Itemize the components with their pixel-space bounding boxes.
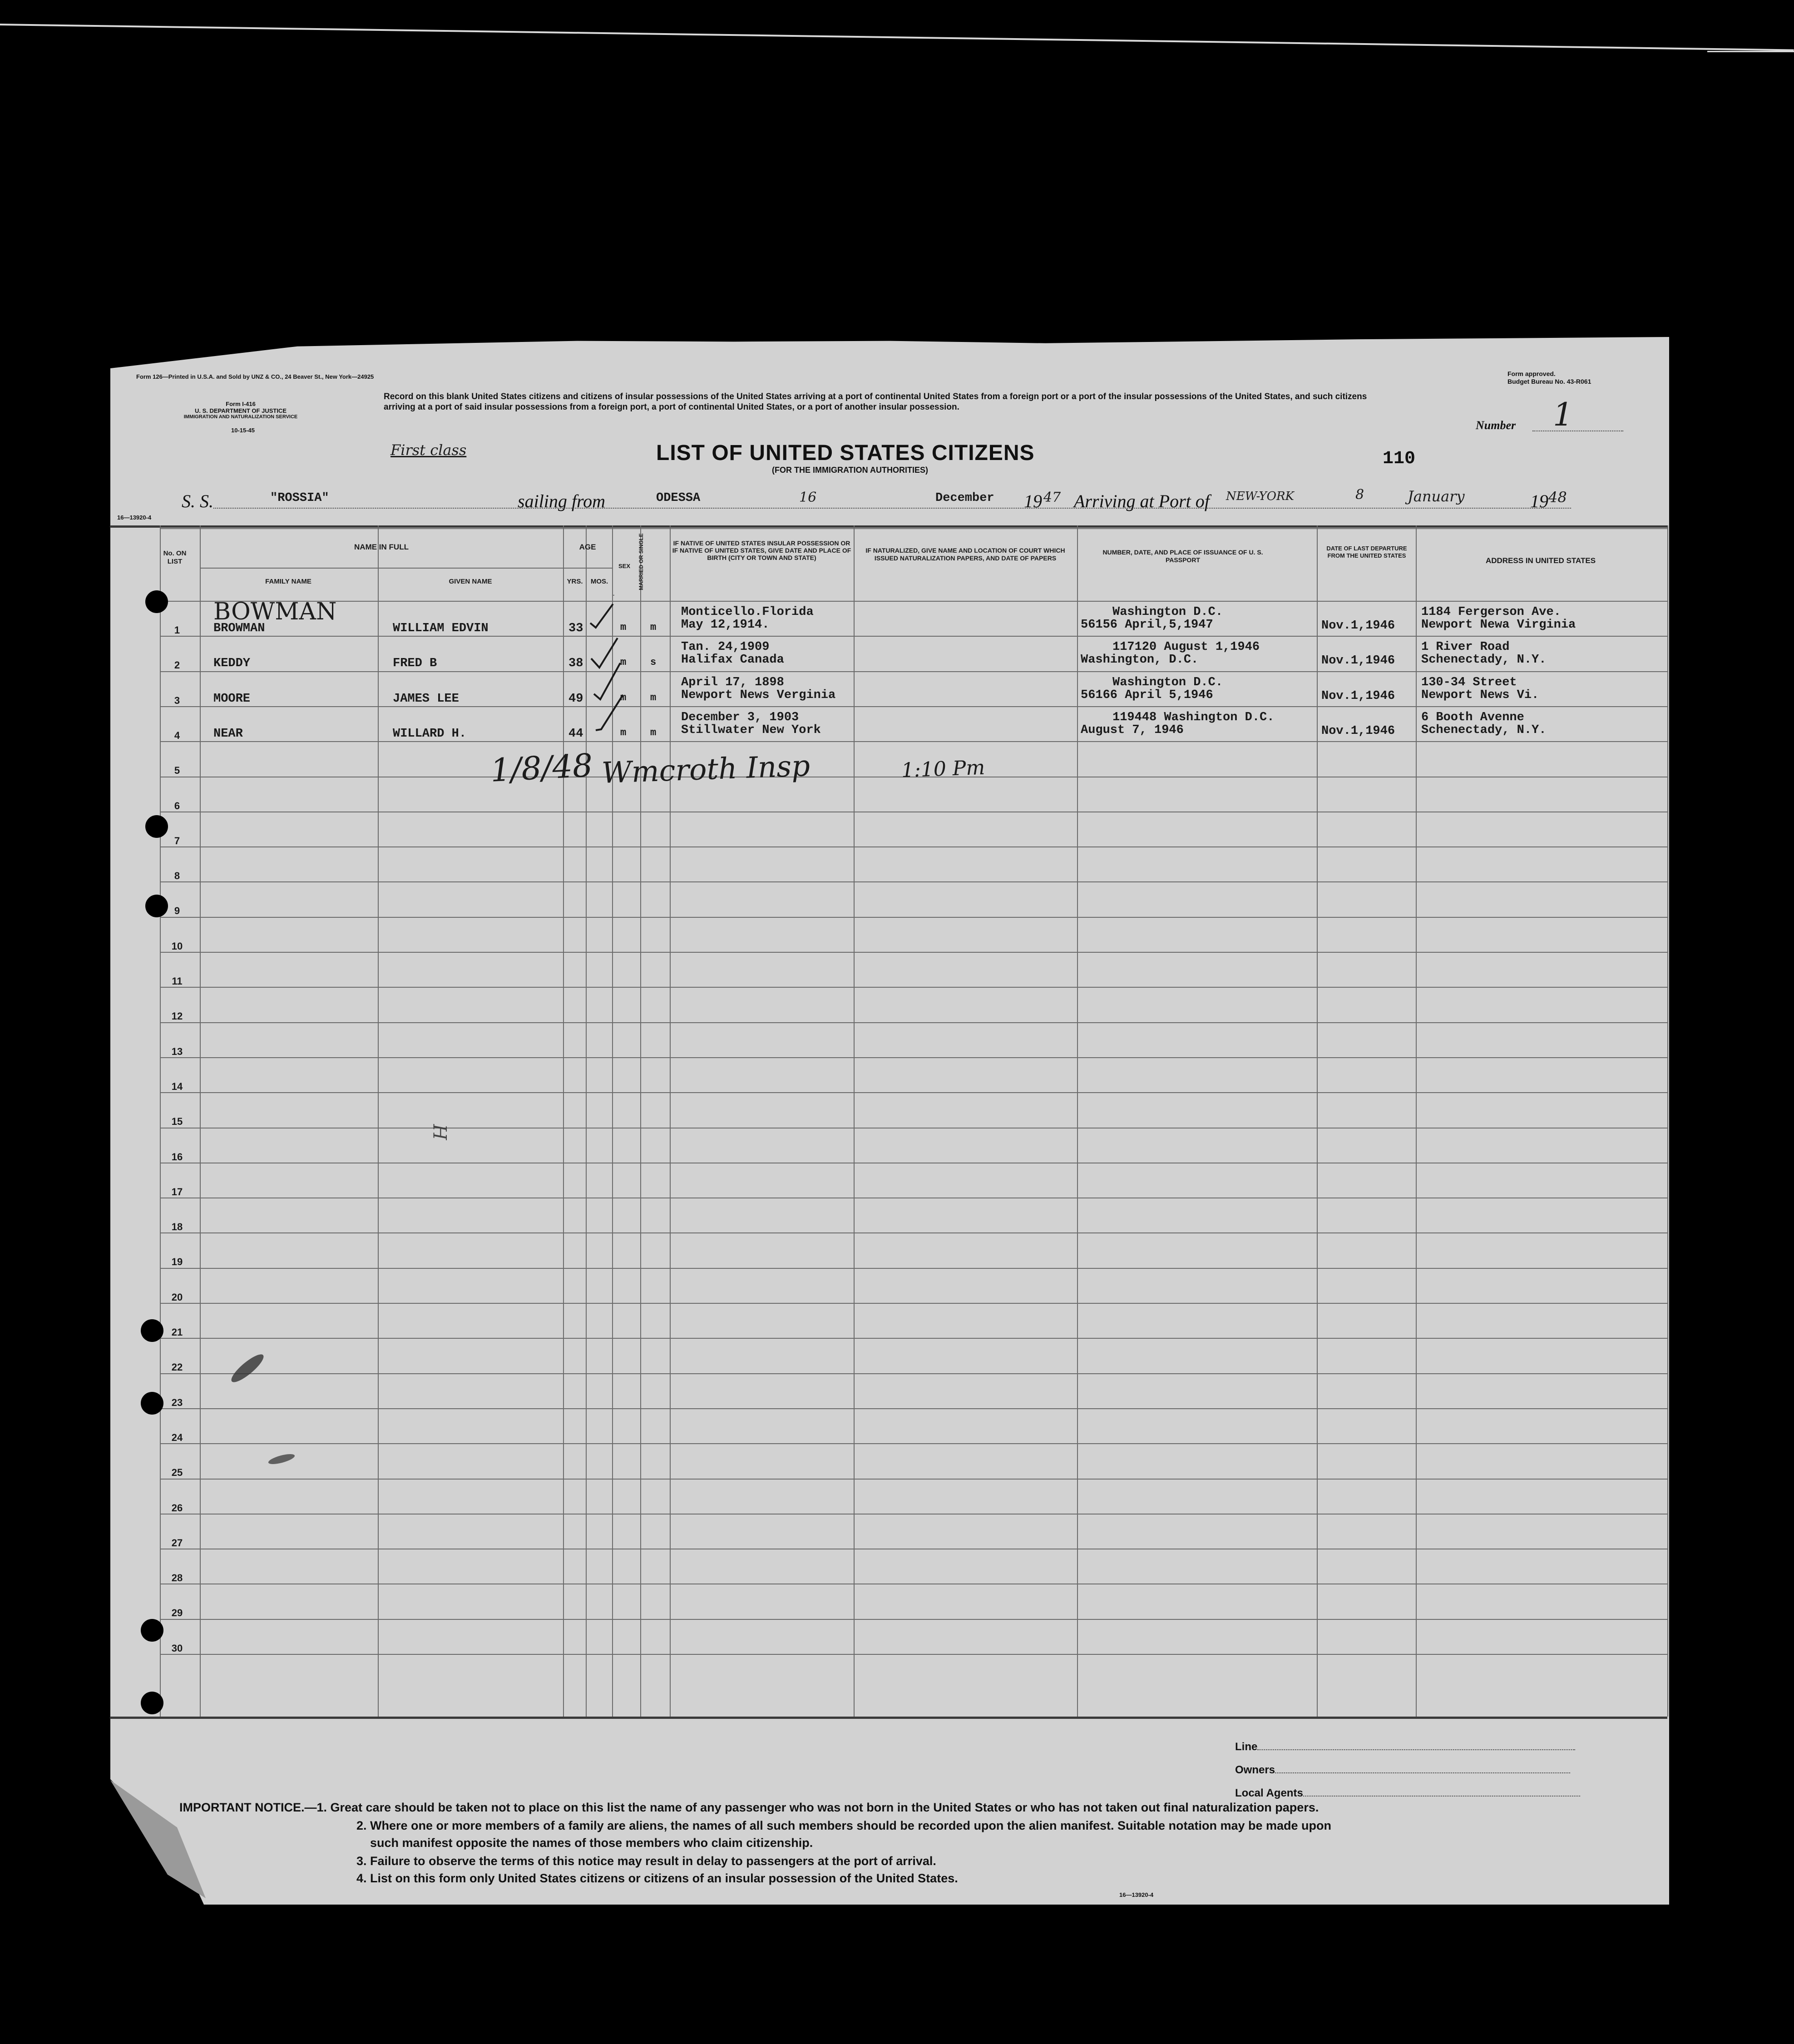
service-name: IMMIGRATION AND NATURALIZATION SERVICE [183,414,298,420]
page-subtitle: (FOR THE IMMIGRATION AUTHORITIES) [772,465,928,475]
line-label [1235,1740,1575,1753]
line-label-text: Line [1235,1741,1258,1753]
column-divider [378,525,379,1717]
header-birth: IF NATIVE OF UNITED STATES INSULAR POSSESSION OR IF NATIVE OF UNITED STATES, GIVE DATE AND PLACE OF BIRTH (CITY OR TOWN AND STATE) [672,539,851,561]
row-line [160,1408,1667,1409]
birth-line-1: April 17, 1898 [681,676,784,689]
row-line [160,1654,1667,1655]
given-name: JAMES LEE [393,692,459,706]
checkmark-row-3 [594,663,620,699]
department-name: U. S. DEPARTMENT OF JUSTICE [195,407,287,414]
voyage-underline [213,508,1571,509]
punch-hole [141,1392,163,1415]
row-number: 18 [171,1221,183,1232]
departure-port: ODESSA [656,491,701,505]
birth-line-1: December 3, 1903 [681,711,799,724]
row-number: 6 [174,800,180,812]
last-departure-date: Nov.1,1946 [1321,689,1395,703]
passport-line-1: 117120 August 1,1946 [1112,640,1260,654]
family-name: NEAR [213,727,243,741]
column-divider [160,525,161,1717]
birth-line-1: Monticello.Florida [681,605,814,619]
footer-code: 16—13920-4 [1119,1891,1154,1898]
scan-edge-line-right [1707,51,1794,52]
row-line [160,987,1667,988]
punch-hole [145,815,168,838]
table-top-inner [160,528,1667,529]
header-sex: SEX [618,563,630,569]
punch-hole [145,590,168,613]
arriving-label: Arriving at Port of [1074,491,1210,511]
row-number: 2 [174,659,180,671]
row-line [160,917,1667,918]
row-number: 5 [174,765,180,776]
row-line [160,741,1667,742]
header-age-months: MOS. [590,578,608,585]
row-number: 10 [171,940,183,952]
row-number: 21 [171,1326,183,1338]
row-number: 13 [171,1046,183,1057]
address-line-1: 1184 Fergerson Ave. [1421,605,1561,619]
column-divider [1416,525,1417,1717]
row-line [160,706,1667,707]
name-age-subheader-line [200,568,612,569]
row-number: 23 [171,1397,183,1408]
ss-label: S. S. [182,491,213,511]
address-line-1: 1 River Road [1421,640,1510,654]
last-departure-date: Nov.1,1946 [1321,619,1395,633]
row-number: 8 [174,870,180,881]
sex: m [620,622,627,633]
row-line [160,1303,1667,1304]
row-line [160,952,1667,953]
given-name: FRED B [393,657,437,670]
row-line [160,1619,1667,1620]
row-line [160,1057,1667,1058]
address-line-2: Newport Newa Virginia [1421,618,1576,632]
row-number: 29 [171,1607,183,1618]
passport-line-2: August 7, 1946 [1081,723,1184,737]
owners-label [1235,1763,1570,1777]
form-number: Form I-416 [226,401,256,407]
marital-status: m [650,692,657,703]
marital-status: m [650,622,657,633]
row-number: 3 [174,695,180,706]
row-number: 19 [171,1256,183,1267]
sex: m [620,692,627,703]
passport-line-2: Washington, D.C. [1081,653,1199,667]
header-given-name: GIVEN NAME [449,578,492,585]
row-line [160,1232,1667,1233]
departure-day: 16 [799,490,817,505]
row-number: 1 [174,624,180,636]
row-number: 11 [172,975,183,987]
notice-4: 4. List on this form only United States citizens or citizens of an insular possession of the United States. [356,1871,958,1885]
passport-line-1: Washington D.C. [1112,676,1223,689]
row-number: 24 [171,1432,183,1443]
punch-hole [145,895,168,917]
local-agents-label [1235,1787,1580,1800]
given-name: WILLARD H. [393,727,467,741]
column-divider [640,525,641,1717]
margin-note: H [429,1124,450,1140]
notice-heading: IMPORTANT NOTICE. [179,1801,305,1814]
header-naturalization: IF NATURALIZED, GIVE NAME AND LOCATION OF COURT WHICH ISSUED NATURALIZATION PAPERS, AND DATE OF PAPERS [865,547,1065,562]
class-note: First class [390,441,467,459]
page-number: 110 [1383,449,1416,469]
inspection-date: 1/8/48 [489,747,594,789]
local-agents-label-text: Local Agents [1235,1787,1303,1799]
row-number: 12 [171,1010,183,1022]
punch-hole [141,1692,163,1714]
arrival-month: January [1408,488,1465,505]
age-years: 44 [568,727,583,741]
marital-status: s [650,657,657,668]
departure-month: December [935,491,994,505]
form-approved: Form approved. [1507,370,1556,377]
number-label: Number [1476,419,1516,432]
passport-line-2: 56156 April,5,1947 [1081,618,1213,632]
row-number: 26 [171,1502,183,1514]
birth-line-2: May 12,1914. [681,618,770,632]
last-departure-date: Nov.1,1946 [1321,724,1395,738]
punch-hole [141,1619,163,1642]
header-address: ADDRESS IN UNITED STATES [1485,556,1596,565]
checkmark-row-1 [590,604,613,628]
birth-line-2: Stillwater New York [681,723,821,737]
arrival-port: NEW-YORK [1226,490,1294,503]
table-top-border [110,525,1667,528]
header-age: AGE [579,543,596,551]
row-number: 15 [171,1116,183,1127]
age-years: 33 [568,622,583,635]
manifest-sheet [110,337,1669,1905]
row-line [160,636,1667,637]
address-line-1: 130-34 Street [1421,676,1517,689]
departure-year: 47 [1043,490,1061,505]
checkmarks [586,595,636,731]
owners-label-text: Owners [1235,1764,1275,1776]
address-line-2: Newport News Vi. [1421,688,1539,702]
address-line-1: 6 Booth Avenne [1421,711,1524,724]
column-divider [1667,525,1668,1717]
form-instructions: Record on this blank United States citizens and citizens of insular possessions of the United States arriving at a port of continental United States from a foreign port or a port of the insular possessions of the United States, and such citizens arriving at a port of said insular possessions from a foreign port, a port of continental United States, or a port of another insular possession. [384,392,1367,412]
notice-3: 3. Failure to observe the terms of this notice may result in delay to passengers at the port of arrival. [356,1854,936,1868]
header-last-departure: DATE OF LAST DEPARTURE FROM THE UNITED STATES [1326,545,1407,559]
header-married-or-single: MARRIED OR SINGLE [638,533,644,590]
marital-status: m [650,727,657,738]
family-name: KEDDY [213,657,251,670]
row-line [160,881,1667,882]
row-number: 16 [171,1151,183,1163]
sex: m [620,727,627,738]
header-age-years: YRS. [567,578,583,585]
inspection-time: 1:10 Pm [901,756,985,782]
row-line [160,1479,1667,1480]
arrival-year-prefix: 19 [1530,491,1548,511]
form-date: 10-15-45 [231,427,255,434]
address-line-2: Schenectady, N.Y. [1421,653,1547,667]
sailing-from-label: sailing from [518,491,605,511]
column-divider [563,525,564,1717]
row-number: 28 [171,1572,183,1584]
passport-line-1: 119448 Washington D.C. [1112,711,1275,724]
column-divider [1077,525,1078,1717]
row-number: 17 [171,1186,183,1198]
row-line [160,1092,1667,1093]
family-name: MOORE [213,692,251,706]
notice-2a: 2. Where one or more members of a family are aliens, the names of all such members should be recorded upon the alien manifest. Suitable notation may be made upon [356,1819,1332,1832]
row-number: 4 [174,730,180,741]
page-title: LIST OF UNITED STATES CITIZENS [656,441,1035,465]
scan-edge-line [0,24,1794,51]
row-line [160,1268,1667,1269]
passport-line-1: Washington D.C. [1112,605,1223,619]
row-line [160,1022,1667,1023]
family-name: BROWMAN [213,622,265,635]
side-stamp: 16—13920-4 [117,514,152,521]
column-divider [854,525,855,1717]
given-name: WILLIAM EDVIN [393,622,489,635]
age-years: 49 [568,692,583,706]
row-number: 14 [171,1081,183,1092]
ship-name: "ROSSIA" [270,491,329,505]
row-number: 9 [174,905,180,916]
row-number: 25 [171,1467,183,1478]
departure-year-prefix: 19 [1024,491,1042,511]
row-number: 30 [171,1643,183,1654]
notice-1: —1. Great care should be taken not to place on this list the name of any passenger who was not born in the United States or who has not taken out final naturalization papers. [304,1801,1319,1814]
header-passport: NUMBER, DATE, AND PLACE OF ISSUANCE OF U. S. PASSPORT [1102,549,1263,564]
family-name-correction: BOWMAN [213,598,337,625]
punch-hole [141,1319,163,1342]
address-line-2: Schenectady, N.Y. [1421,723,1547,737]
column-divider [1317,525,1318,1717]
age-years: 38 [568,657,583,670]
form-printer-line: Form 126—Printed in U.S.A. and Sold by UNZ & CO., 24 Beaver St., New York—24925 [136,373,374,380]
header-no-on-list: No. ON LIST [163,549,187,565]
checkmark-row-2 [591,638,618,668]
budget-bureau-number: Budget Bureau No. 43-R061 [1507,378,1591,385]
column-divider [200,525,201,1717]
birth-line-2: Halifax Canada [681,653,784,667]
arrival-year: 48 [1548,489,1567,506]
row-number: 27 [171,1537,183,1549]
header-family-name: FAMILY NAME [265,578,311,585]
inspector-signature: Wmcroth Insp [601,749,811,790]
last-departure-date: Nov.1,1946 [1321,654,1395,668]
row-number: 20 [171,1292,183,1303]
column-divider [670,525,671,1717]
passport-line-2: 56166 April 5,1946 [1081,688,1213,702]
row-line [160,671,1667,672]
row-number: 7 [174,835,180,846]
header-bottom-line [160,601,1667,602]
arrival-day: 8 [1355,487,1364,503]
row-line [160,1373,1667,1374]
birth-line-1: Tan. 24,1909 [681,640,770,654]
row-line [160,846,1667,847]
sex: m [620,657,627,668]
birth-line-2: Newport News Verginia [681,688,836,702]
notice-line-1 [179,1799,1319,1816]
notice-2b: such manifest opposite the names of those members who claim citizenship. [370,1836,813,1850]
row-number: 22 [171,1361,183,1373]
table-bottom-border [110,1717,1667,1719]
list-number: 1 [1553,396,1573,433]
row-line [160,1443,1667,1444]
row-line [160,1338,1667,1339]
header-name-in-full: NAME IN FULL [354,543,409,551]
